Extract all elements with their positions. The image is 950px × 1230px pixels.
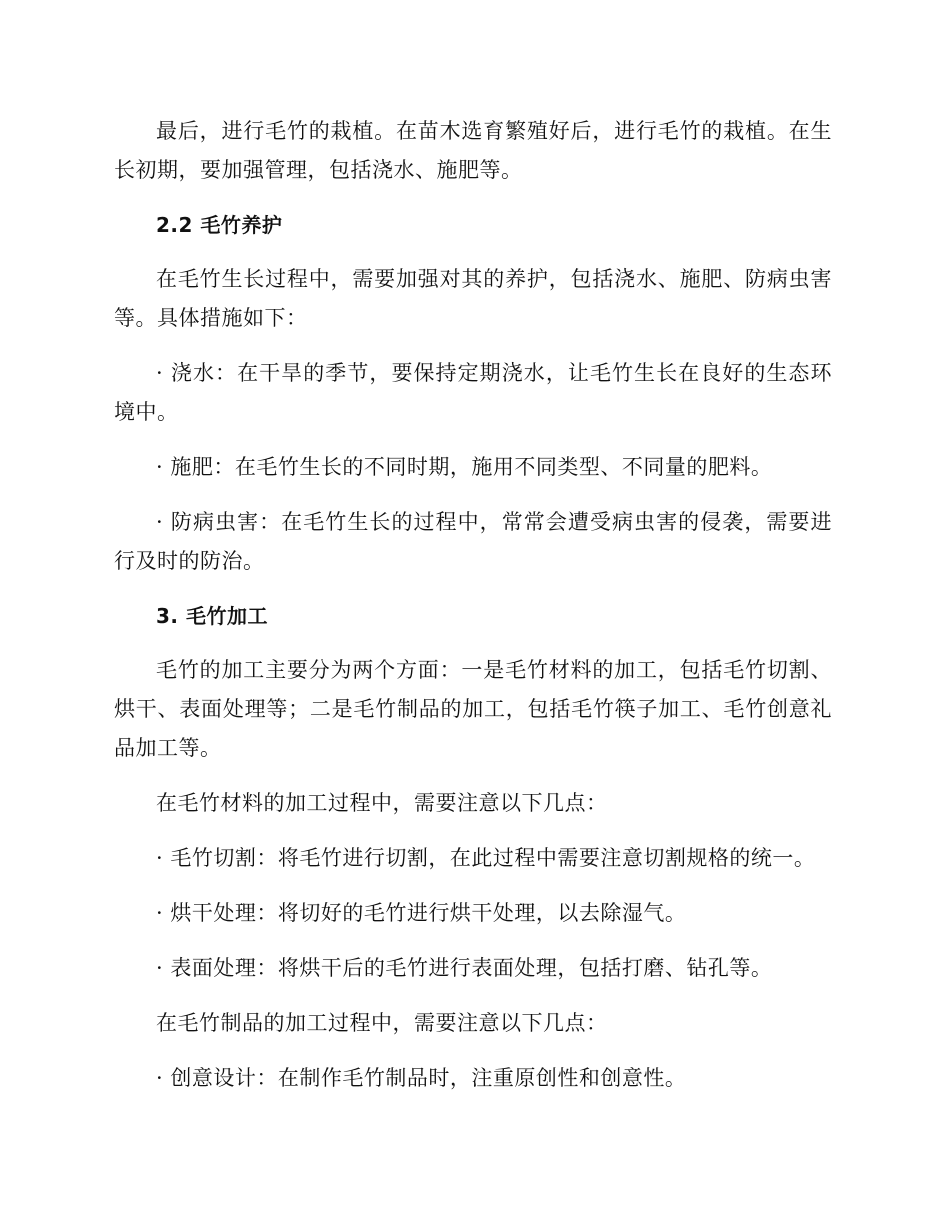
bullet-pest-control: · 防病虫害：在毛竹生长的过程中，常常会遭受病虫害的侵袭，需要进行及时的防治。 (114, 510, 832, 573)
paragraph-material-processing: 在毛竹材料的加工过程中，需要注意以下几点： (156, 791, 608, 815)
bullet-fertilizing: · 施肥：在毛竹生长的不同时期，施用不同类型、不同量的肥料。 (156, 455, 773, 479)
bullet-cutting: · 毛竹切割：将毛竹进行切割，在此过程中需要注意切割规格的统一。 (156, 846, 816, 870)
bullet-creative-design: · 创意设计：在制作毛竹制品时，注重原创性和创意性。 (156, 1066, 687, 1090)
paragraph-maintenance-intro: 在毛竹生长过程中，需要加强对其的养护，包括浇水、施肥、防病虫害等。具体措施如下： (114, 267, 832, 330)
paragraph-planting: 最后，进行毛竹的栽植。在苗木选育繁殖好后，进行毛竹的栽植。在生长初期，要加强管理，包括浇水、施肥等。 (114, 119, 832, 182)
bullet-drying: · 烘干处理：将切好的毛竹进行烘干处理，以去除湿气。 (156, 901, 687, 925)
paragraph-processing-intro: 毛竹的加工主要分为两个方面：一是毛竹材料的加工，包括毛竹切割、烘干、表面处理等；二是毛竹制品的加工，包括毛竹筷子加工、毛竹创意礼品加工等。 (114, 658, 832, 760)
section-heading-3: 3. 毛竹加工 (156, 604, 268, 628)
bullet-surface-treatment: · 表面处理：将烘干后的毛竹进行表面处理，包括打磨、钻孔等。 (156, 956, 773, 980)
paragraph-product-processing: 在毛竹制品的加工过程中，需要注意以下几点： (156, 1011, 608, 1035)
bullet-watering: · 浇水：在干旱的季节，要保持定期浇水，让毛竹生长在良好的生态环境中。 (114, 361, 832, 424)
section-heading-2-2: 2.2 毛竹养护 (156, 213, 283, 237)
